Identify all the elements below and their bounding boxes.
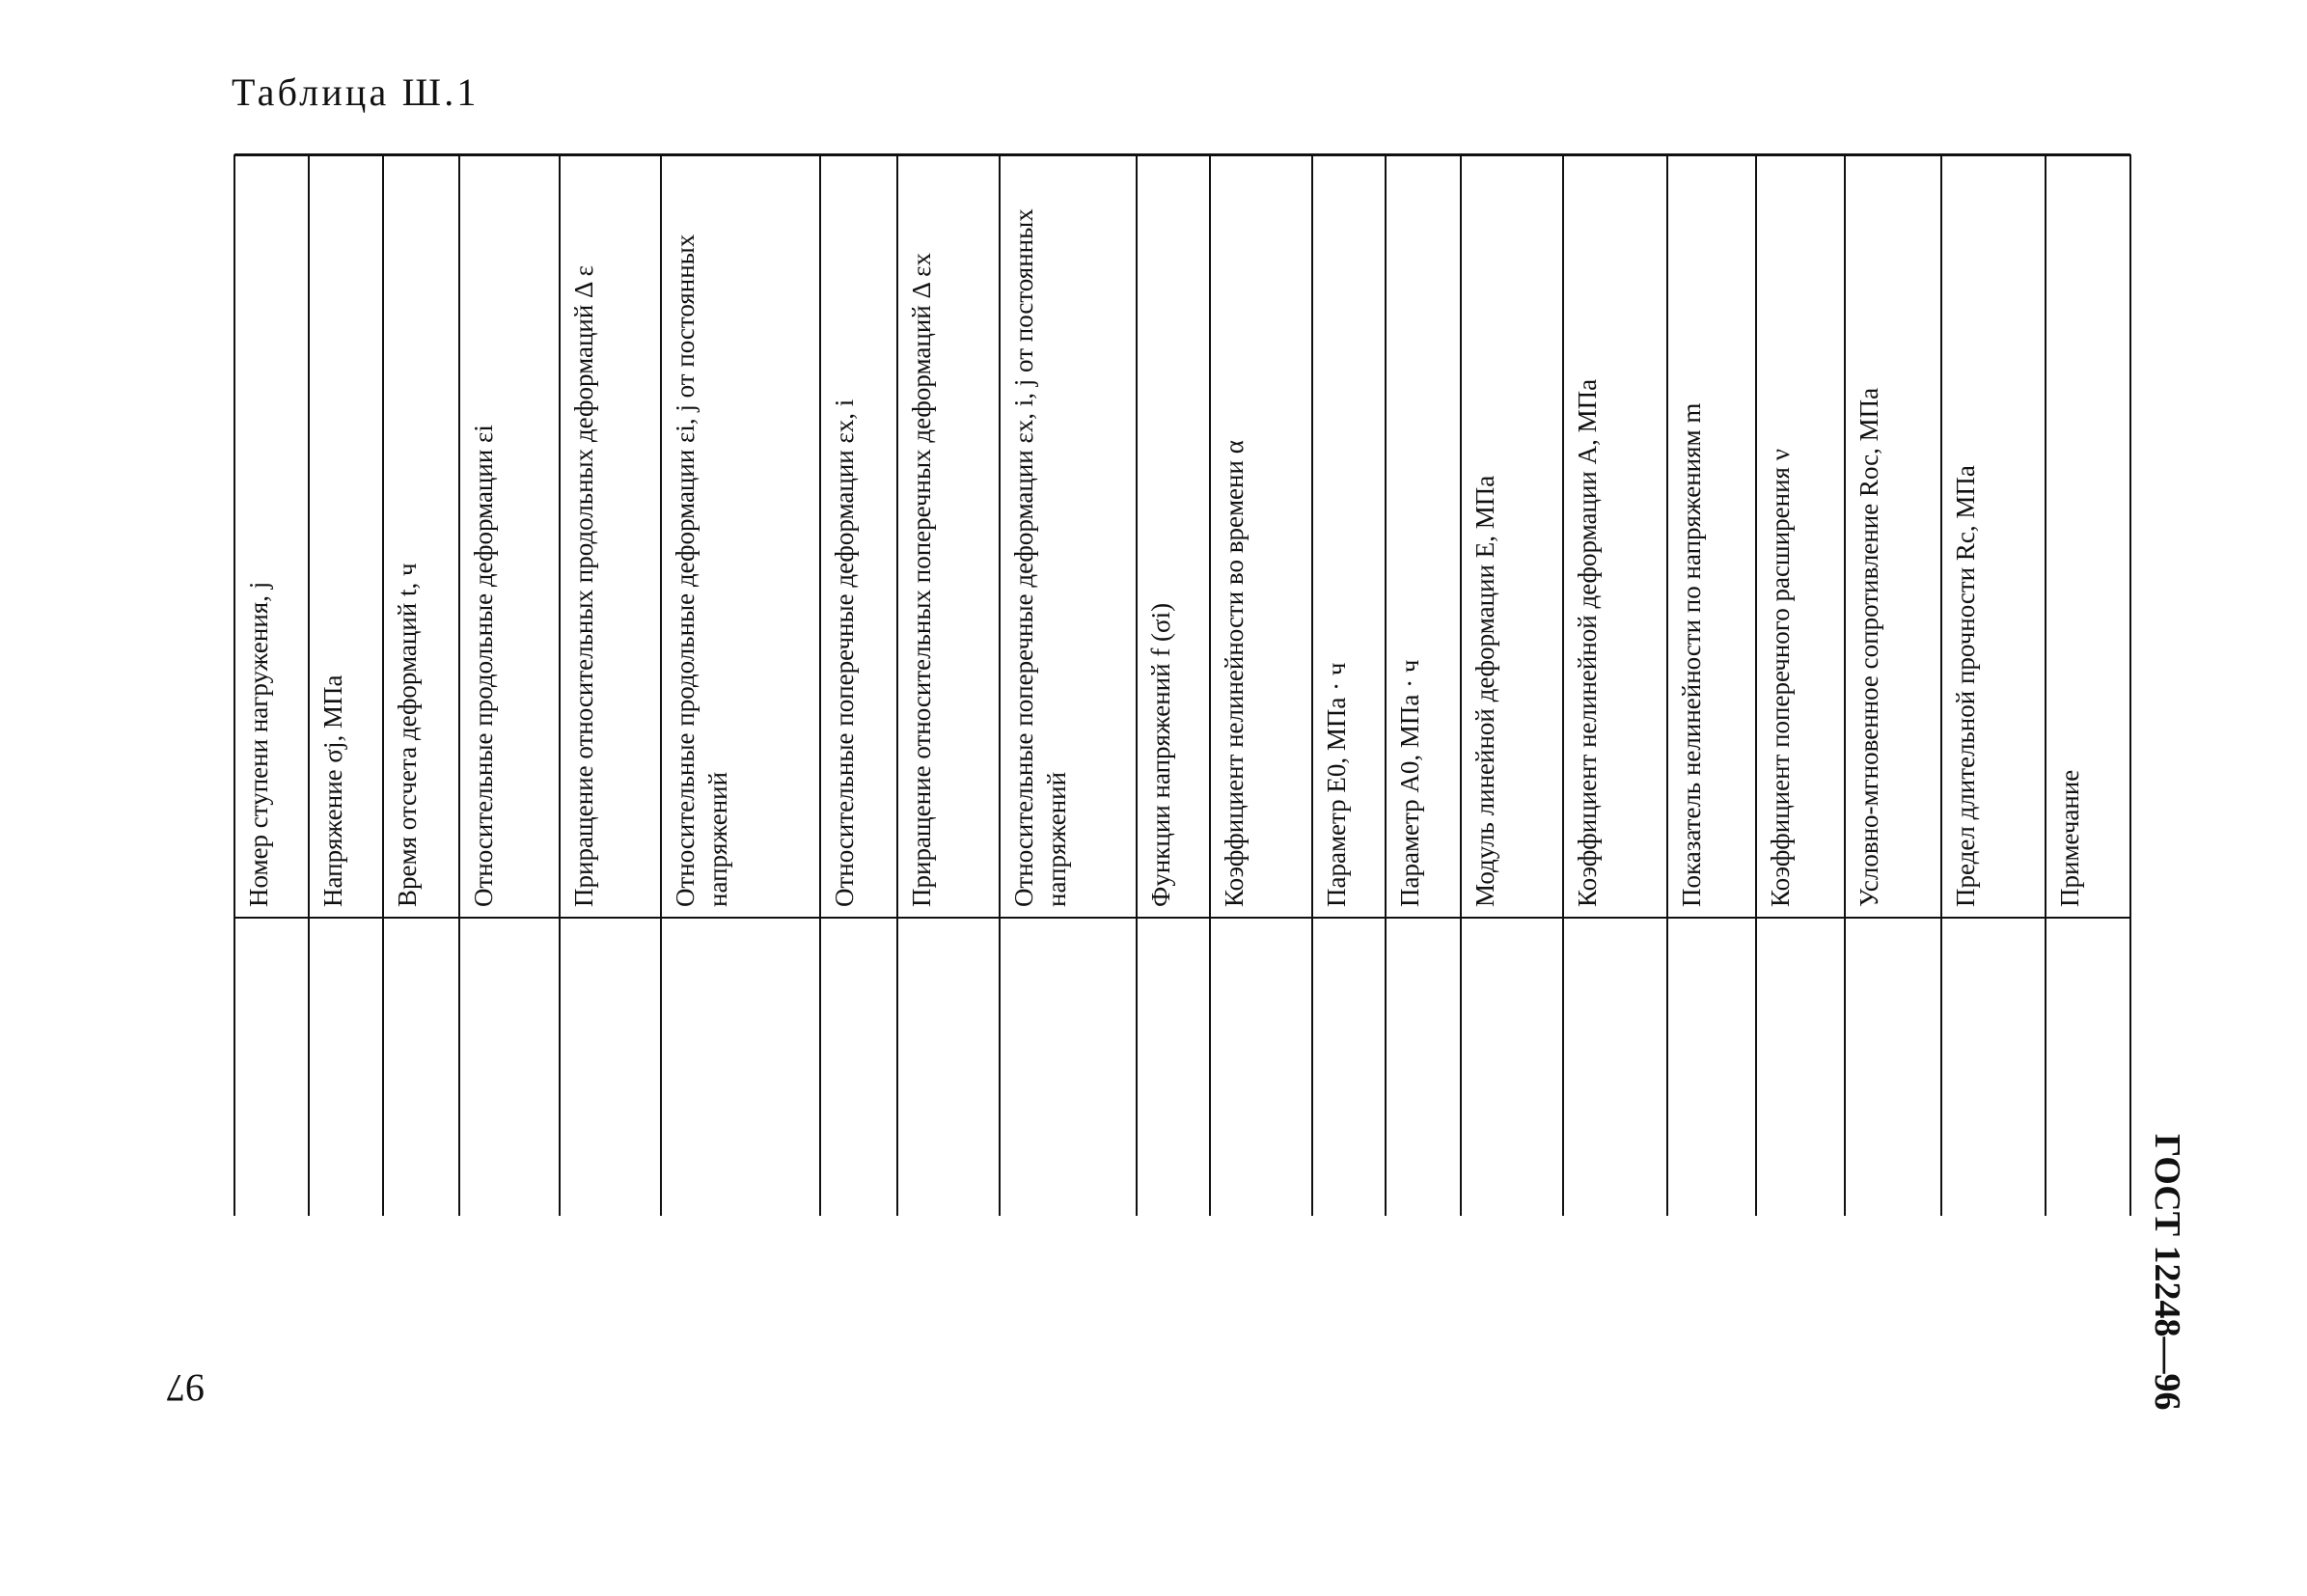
column-header-label: Параметр A0, МПа · ч — [1395, 659, 1424, 907]
document-code: ГОСТ 12248—96 — [2147, 1134, 2187, 1411]
column-header-14 — [1461, 156, 1563, 915]
column-header-9 — [1000, 156, 1137, 915]
column-header-label: Приращение относительных продольных деформаций Δ ε — [569, 264, 598, 907]
column-header-label: Напряжение σj, МПа — [318, 674, 347, 907]
column-header-2 — [309, 156, 383, 915]
column-header-label: Показатель нелинейности по напряжениям m — [1677, 402, 1706, 907]
column-header-label: Модуль линейной деформации E, МПа — [1470, 475, 1499, 907]
column-header-label: Коэффициент нелинейности во времени α — [1220, 440, 1249, 907]
column-header-18 — [1845, 156, 1941, 915]
column-header-19 — [1941, 156, 2046, 915]
column-header-label: Коэффициент нелинейной деформации A, МПа — [1573, 378, 1602, 907]
column-header-label: Примечание — [2055, 769, 2084, 907]
column-header-15 — [1563, 156, 1667, 915]
column-header-label: Параметр E0, МПа · ч — [1322, 662, 1351, 907]
column-header-3 — [383, 156, 459, 915]
column-header-label: Функции напряжений f (σi) — [1146, 602, 1175, 907]
column-header-4 — [459, 156, 560, 915]
column-header-12 — [1312, 156, 1386, 915]
column-header-8 — [897, 156, 1000, 915]
column-header-5 — [560, 156, 661, 915]
column-header-label: Относительные продольные деформации εi, j от постоянных напряжений — [671, 234, 732, 907]
column-header-label: Приращение относительных поперечных деформаций Δ εx — [907, 253, 936, 907]
column-header-16 — [1667, 156, 1756, 915]
column-header-label: Предел длительной прочности Rc, МПа — [1951, 465, 1980, 907]
column-header-1 — [234, 156, 309, 915]
column-header-label: Относительные поперечные деформации εx, i, j от постоянных напряжений — [1009, 208, 1071, 907]
column-header-6 — [661, 156, 820, 915]
column-header-17 — [1756, 156, 1845, 915]
column-header-label: Относительные продольные деформации εi — [469, 425, 498, 907]
column-header-label: Коэффициент поперечного расширения ν — [1766, 449, 1795, 907]
table-header-rule — [234, 917, 2130, 919]
table-title: Таблица Ш.1 — [232, 70, 480, 114]
column-header-label: Относительные поперечные деформации εx, i — [830, 399, 859, 907]
column-header-20 — [2046, 156, 2130, 915]
column-header-13 — [1386, 156, 1461, 915]
column-header-7 — [820, 156, 897, 915]
column-header-label: Условно-мгновенное сопротивление Rос, МПа — [1854, 387, 1883, 907]
column-header-11 — [1210, 156, 1312, 915]
page-number: 97 — [166, 1366, 205, 1410]
column-header-label: Время отсчета деформаций t, ч — [393, 563, 422, 907]
column-header-label: Номер ступени нагружения, j — [244, 581, 273, 907]
column-header-10 — [1137, 156, 1210, 915]
